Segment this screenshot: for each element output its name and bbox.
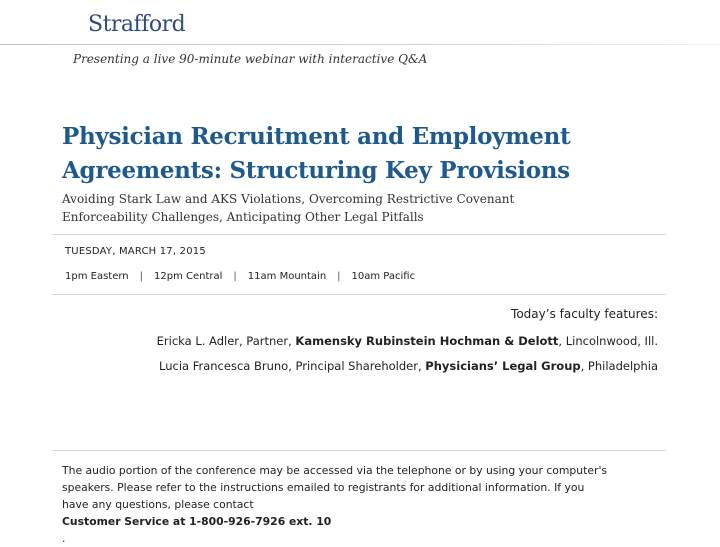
- footer-line-1: The audio portion of the conference may be accessed via the telephone or by using your computer's: [62, 464, 608, 477]
- webinar-subtitle: [62, 190, 622, 226]
- customer-service-contact: Customer Service at 1-800-926-7926 ext. 10: [62, 515, 332, 528]
- speaker-firm: Kamensky Rubinstein Hochman & Delott: [295, 334, 559, 348]
- audio-instructions: [62, 462, 662, 547]
- footer-line-3-prefix: have any questions, please contact: [62, 498, 254, 511]
- time-pacific: 10am Pacific: [351, 271, 416, 282]
- footer-line-3: [62, 496, 662, 547]
- footer-line-3-suffix: .: [62, 532, 66, 545]
- divider: [52, 294, 666, 295]
- speaker-firm: Physicians’ Legal Group: [425, 359, 581, 373]
- time-mountain: 11am Mountain: [247, 271, 327, 282]
- subtitle-line-1: Avoiding Stark Law and AKS Violations, Overcoming Restrictive Covenant: [62, 192, 515, 206]
- faculty-heading: Today’s faculty features:: [511, 307, 658, 321]
- subtitle-line-2: Enforceability Challenges, Anticipating Other Legal Pitfalls: [62, 210, 424, 224]
- header-rule: [0, 44, 720, 45]
- time-separator: |: [233, 271, 237, 282]
- footer-line-2: speakers. Please refer to the instructions emailed to registrants for additional information. If you: [62, 481, 585, 494]
- divider: [52, 450, 666, 451]
- time-separator: |: [337, 271, 341, 282]
- speaker-name-role: Lucia Francesca Bruno, Principal Shareholder,: [159, 359, 426, 373]
- title-line-1: Physician Recruitment and Employment: [62, 123, 571, 150]
- strafford-logo: Strafford: [88, 12, 186, 37]
- time-separator: |: [139, 271, 144, 282]
- tagline: Presenting a live 90-minute webinar with interactive Q&A: [73, 52, 428, 66]
- speaker-name-role: Ericka L. Adler, Partner,: [156, 334, 296, 348]
- speaker-location: , Lincolnwood, Ill.: [558, 334, 658, 348]
- speaker-1: [157, 334, 658, 348]
- webinar-date: TUESDAY, MARCH 17, 2015: [65, 246, 206, 257]
- time-eastern: 1pm Eastern: [65, 271, 129, 282]
- webinar-times: [65, 271, 415, 282]
- speaker-2: [159, 359, 658, 373]
- title-line-2: Agreements: Structuring Key Provisions: [62, 157, 570, 184]
- divider: [52, 234, 666, 235]
- webinar-title: [62, 120, 682, 188]
- time-central: 12pm Central: [154, 271, 223, 282]
- speaker-location: , Philadelphia: [580, 359, 658, 373]
